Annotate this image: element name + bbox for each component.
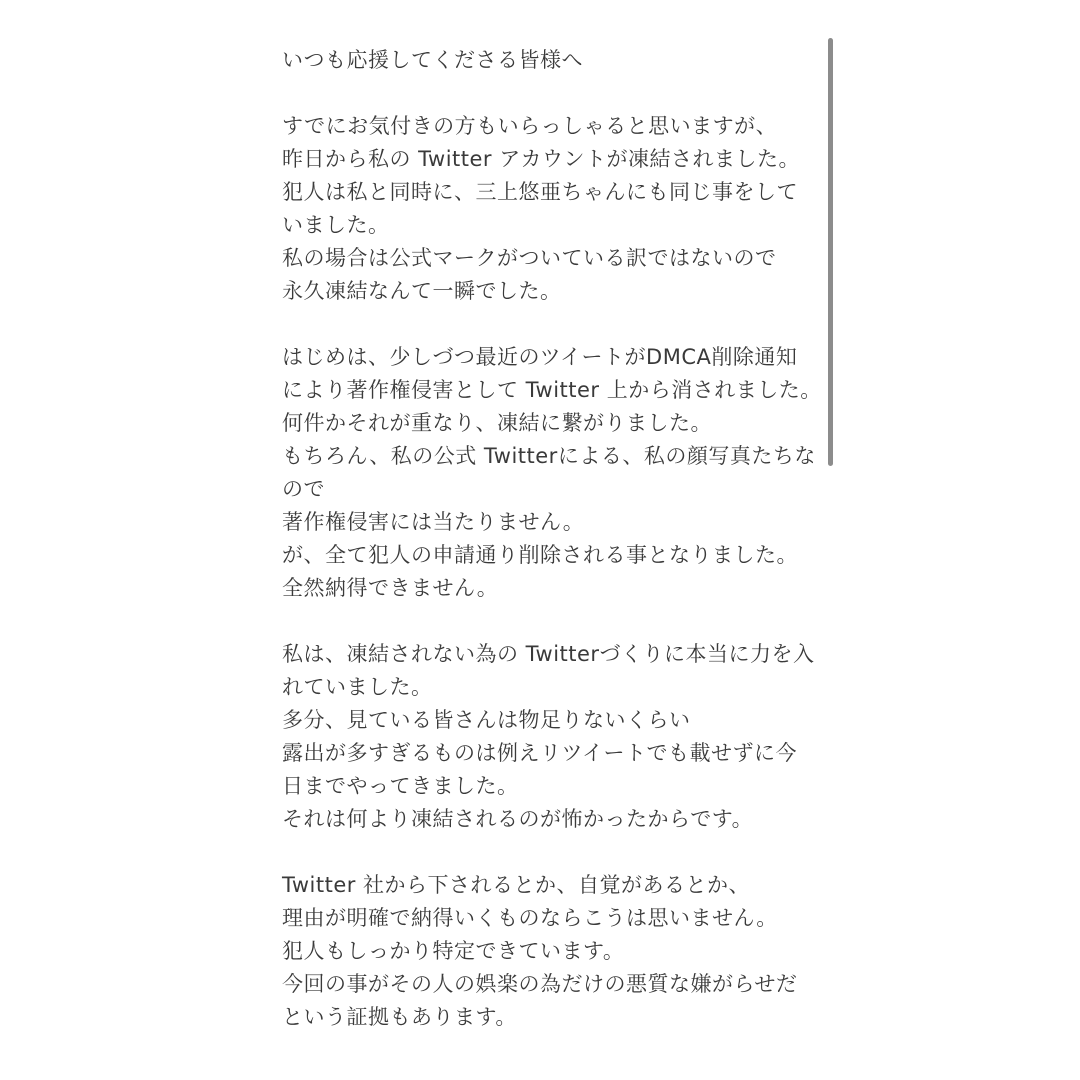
note-line: が、全て犯人の申請通り削除される事となりました。 bbox=[282, 543, 798, 567]
note-line: いました。 bbox=[282, 213, 390, 237]
note-line: もちろん、私の公式 Twitterによる、私の顔写真たちな bbox=[282, 444, 816, 468]
note-body bbox=[282, 44, 822, 1067]
note-line: すでにお気付きの方もいらっしゃると思いますが、 bbox=[282, 114, 778, 138]
cutoff-line bbox=[282, 1034, 812, 1067]
note-line: それは何より凍結されるのが怖かったからです。 bbox=[282, 807, 754, 831]
note-line: という証拠もあります。 bbox=[282, 1005, 517, 1029]
blank-line bbox=[282, 605, 812, 638]
blank-line bbox=[282, 77, 812, 110]
note-line: ので bbox=[282, 477, 325, 501]
note-line: 私は、凍結されない為の Twitterづくりに本当に力を入 bbox=[282, 642, 815, 666]
note-line: はじめは、少しづつ最近のツイートがDMCA削除通知 bbox=[282, 345, 798, 369]
note-line: 今回の事がその人の娯楽の為だけの悪質な嫌がらせだ bbox=[282, 972, 798, 996]
note-line: 露出が多すぎるものは例えリツイートでも載せずに今 bbox=[282, 741, 797, 765]
note-line: 多分、見ている皆さんは物足りないくらい bbox=[282, 708, 691, 732]
note-line: 犯人は私と同時に、三上悠亜ちゃんにも同じ事をして bbox=[282, 180, 798, 204]
note-line: 昨日から私の Twitter アカウントが凍結されました。 bbox=[282, 147, 801, 171]
note-line: れていました。 bbox=[282, 675, 433, 699]
note-line: Twitter 社から下されるとか、自覚があるとか、 bbox=[282, 873, 751, 897]
note-line: いつも応援してくださる皆様へ bbox=[282, 48, 583, 72]
note-line: 犯人もしっかり特定できています。 bbox=[282, 939, 625, 963]
note-line: 何件かそれが重なり、凍結に繋がりました。 bbox=[282, 411, 712, 435]
blank-line bbox=[282, 836, 812, 869]
note-line: 私の場合は公式マークがついている訳ではないので bbox=[282, 246, 777, 270]
vertical-scrollbar[interactable] bbox=[828, 38, 833, 466]
note-line: 全然納得できません。 bbox=[282, 576, 499, 600]
note-line: により著作権侵害として Twitter 上から消されました。 bbox=[282, 378, 822, 402]
note-line: 理由が明確で納得いくものならこうは思いません。 bbox=[282, 906, 778, 930]
blank-line bbox=[282, 308, 812, 341]
note-line: 永久凍結なんて一瞬でした。 bbox=[282, 279, 562, 303]
note-line: 著作権侵害には当たりません。 bbox=[282, 510, 585, 534]
note-line: 日までやってきました。 bbox=[282, 774, 519, 798]
